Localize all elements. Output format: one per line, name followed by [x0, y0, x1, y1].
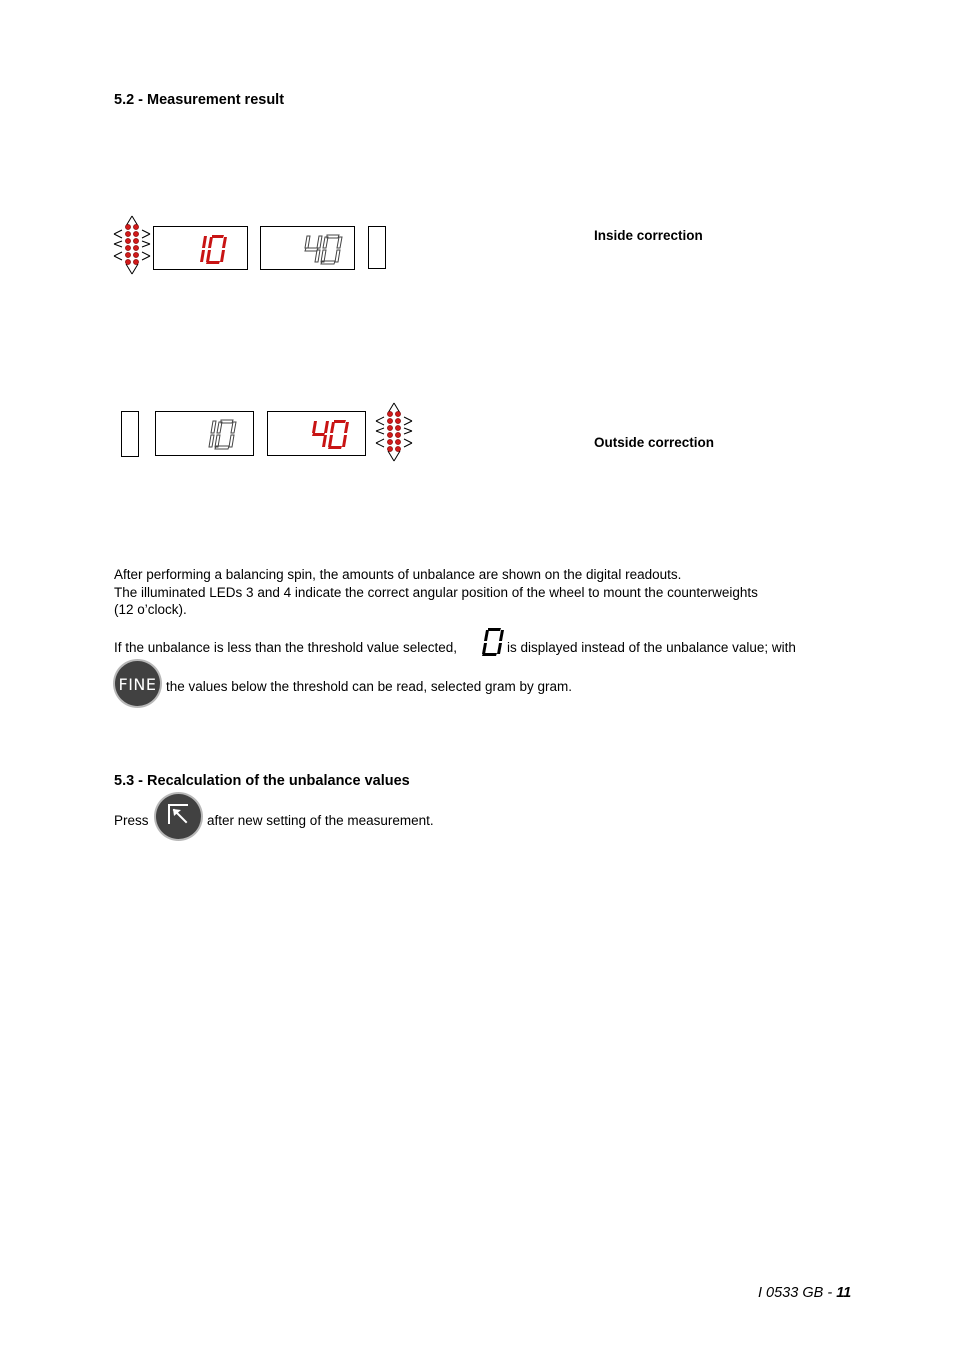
outside-correction-label: Outside correction: [594, 435, 715, 450]
recalculate-text: after new setting of the measurement.: [207, 813, 434, 828]
document-code: I 0533 GB -: [758, 1285, 833, 1301]
threshold-text-after: is displayed instead of the unbalance value; with: [507, 640, 796, 655]
arrow-up-left-icon: [156, 794, 201, 839]
led-burst-icon: [374, 401, 414, 463]
zero-digit-icon: [481, 626, 505, 658]
section-title-recalculation: 5.3 - Recalculation of the unbalance values: [114, 773, 410, 789]
outside-right-readout: [267, 411, 366, 456]
explanation-line: (12 o’clock).: [114, 602, 187, 617]
inside-left-digits: [154, 227, 249, 271]
outside-right-digits: [268, 412, 367, 457]
inside-right-readout: [260, 226, 355, 270]
fine-button[interactable]: [115, 661, 160, 706]
inside-right-digits: [261, 227, 356, 271]
section-title-measurement-result: 5.2 - Measurement result: [114, 92, 285, 108]
page-number: 11: [836, 1285, 852, 1301]
outside-left-digits: [156, 412, 255, 457]
fine-button-label: FINE: [118, 675, 157, 694]
press-text: Press: [114, 813, 149, 828]
inside-small-readout: [368, 226, 386, 269]
explanation-paragraph: [114, 566, 834, 619]
inside-left-readout: [153, 226, 248, 270]
explanation-line: After performing a balancing spin, the amounts of unbalance are shown on the digital readouts.: [114, 567, 682, 582]
inside-correction-label: Inside correction: [594, 228, 703, 243]
fine-text: the values below the threshold can be read, selected gram by gram.: [166, 679, 572, 694]
outside-left-readout: [155, 411, 254, 456]
page-footer: [758, 1285, 851, 1301]
threshold-text-before: If the unbalance is less than the threshold value selected,: [114, 640, 457, 655]
recalculate-button[interactable]: [156, 794, 201, 839]
led-burst-icon: [112, 214, 152, 276]
outside-small-readout: [121, 411, 139, 457]
explanation-line: The illuminated LEDs 3 and 4 indicate the correct angular position of the wheel to mount the counterweights: [114, 584, 758, 600]
